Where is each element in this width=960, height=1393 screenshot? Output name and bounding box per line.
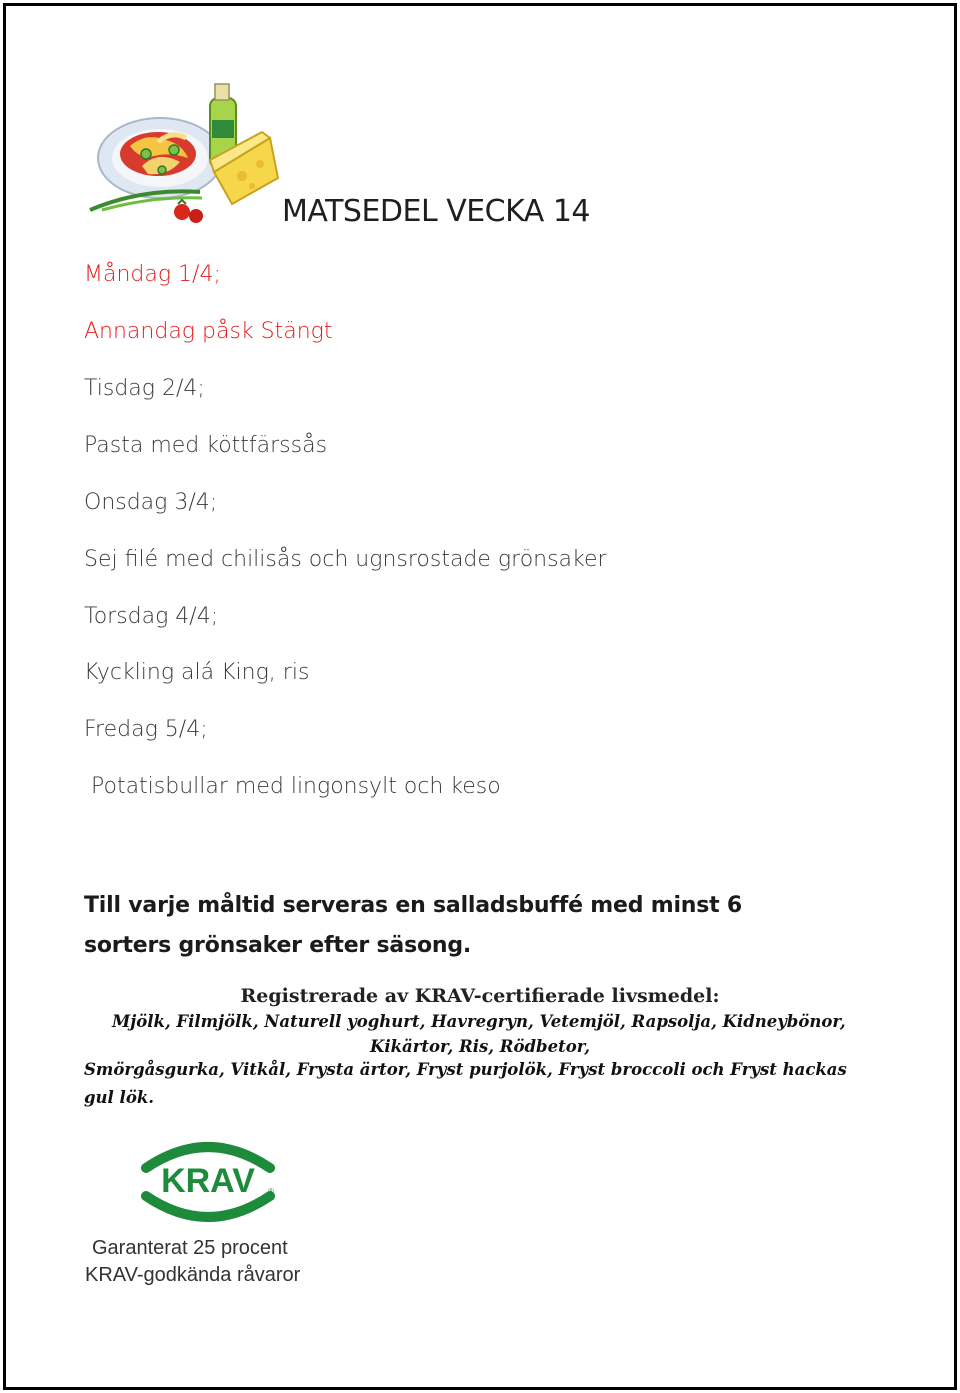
dish-text: Sej filé med chilisås och ugnsrostade grönsaker <box>84 547 607 572</box>
dish-text: Pasta med köttfärssås <box>84 433 328 458</box>
krav-list-line: Kikärtor, Ris, Rödbetor, <box>370 1037 590 1056</box>
krav-logo <box>80 1130 340 1295</box>
krav-list-line: Mjölk, Filmjölk, Naturell yoghurt, Havregryn, Vetemjöl, Rapsolja, Kidneybönor, <box>112 1012 846 1031</box>
dish-text: Potatisbullar med lingonsylt och keso <box>91 774 501 799</box>
svg-text:®: ® <box>268 1187 274 1196</box>
dish-text: Annandag påsk Stängt <box>84 319 333 344</box>
page-title: MATSEDEL VECKA 14 <box>282 194 591 229</box>
krav-list-line: Smörgåsgurka, Vitkål, Frysta ärtor, Fryst purjolök, Fryst broccoli och Fryst hackas <box>84 1060 847 1079</box>
logo-caption-line2: KRAV-godkända råvaror <box>85 1264 301 1286</box>
food-clipart-icon <box>82 80 282 230</box>
day-label: Torsdag 4/4; <box>84 604 219 629</box>
day-label: Onsdag 3/4; <box>84 490 218 515</box>
logo-caption-line1: Garanterat 25 procent <box>92 1237 288 1259</box>
day-label: Fredag 5/4; <box>84 717 208 742</box>
krav-heading: Registrerade av KRAV-certifierade livsmedel: <box>240 985 720 1007</box>
dish-text: Kyckling alá King, ris <box>84 660 310 685</box>
salad-note: Till varje måltid serveras en salladsbuffé med minst 6 sorters grönsaker efter säsong. <box>84 893 743 958</box>
krav-list-line: gul lök. <box>84 1088 154 1107</box>
day-label: Tisdag 2/4; <box>84 376 205 401</box>
krav-logo-text: KRAV <box>161 1162 255 1200</box>
day-label: Måndag 1/4; <box>84 262 221 287</box>
